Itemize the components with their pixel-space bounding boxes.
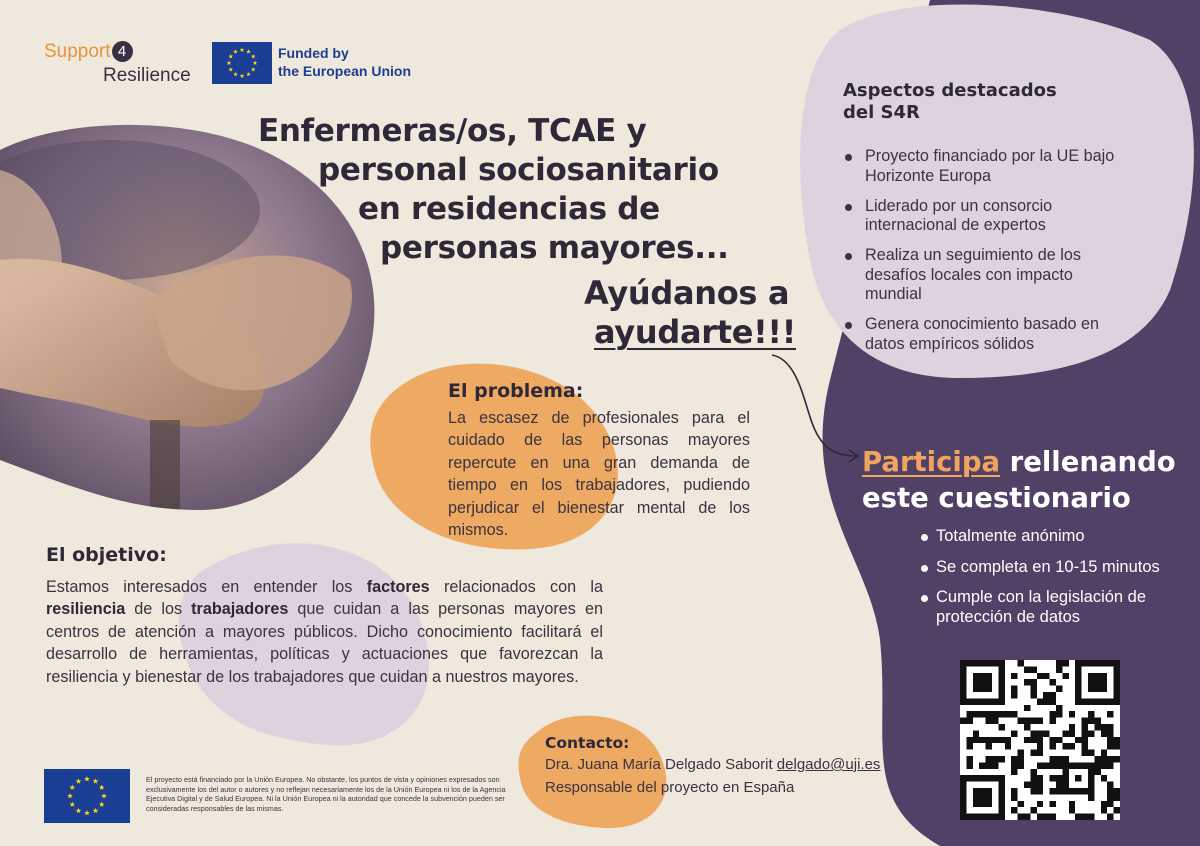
qr-module	[992, 756, 998, 762]
qr-module	[973, 737, 979, 743]
qr-module	[1056, 775, 1062, 781]
qr-module	[1030, 750, 1036, 756]
qr-module	[1011, 730, 1017, 736]
qr-module	[979, 711, 985, 717]
qr-module	[1094, 718, 1100, 724]
qr-module	[1088, 750, 1094, 756]
highlight-item: Liderado por un consorcio internacional de expertos	[843, 197, 1115, 236]
qr-module	[1088, 814, 1094, 820]
qr-module	[1056, 756, 1062, 762]
qr-module	[1114, 788, 1120, 794]
funded-line-2: the European Union	[278, 63, 411, 79]
qr-module	[1043, 692, 1049, 698]
qr-module	[1011, 711, 1017, 717]
qr-module	[1030, 769, 1036, 775]
headline-line-3: en residencias de	[358, 191, 660, 227]
qr-module	[1011, 692, 1017, 698]
qr-module	[1037, 814, 1043, 820]
qr-module	[1050, 692, 1056, 698]
qr-module	[1018, 718, 1024, 724]
qr-module	[1037, 782, 1043, 788]
contact-name: Dra. Juana María Delgado Saborit	[545, 756, 777, 773]
logo-number: 4	[112, 41, 133, 62]
qr-module	[973, 711, 979, 717]
qr-module	[1114, 737, 1120, 743]
qr-module	[1024, 737, 1030, 743]
participate-link[interactable]: Participa	[862, 446, 1001, 478]
qr-module	[1101, 724, 1107, 730]
qr-module	[1050, 679, 1056, 685]
qr-module	[1056, 660, 1062, 666]
qr-module	[1056, 762, 1062, 768]
qr-module	[998, 711, 1004, 717]
qr-module	[1082, 750, 1088, 756]
qr-module	[1101, 762, 1107, 768]
qr-module	[1050, 801, 1056, 807]
qr-module	[1018, 762, 1024, 768]
qr-module	[1088, 673, 1107, 692]
qr-module	[1018, 756, 1024, 762]
objective-text-part: relacionados con la	[429, 578, 604, 596]
qr-module	[1050, 762, 1056, 768]
headline-cta-line-2: ayudarte!!!	[594, 313, 797, 351]
qr-module	[966, 711, 972, 717]
qr-module	[1094, 756, 1100, 762]
participate-item: Se completa en 10-15 minutos	[921, 558, 1181, 578]
qr-module	[1037, 801, 1043, 807]
qr-module	[1037, 750, 1043, 756]
qr-module	[1037, 737, 1043, 743]
qr-module	[1037, 673, 1043, 679]
participate-item: Totalmente anónimo	[921, 527, 1181, 547]
participate-item: Cumple con la legislación de protección de datos	[921, 588, 1181, 627]
qr-module	[1030, 686, 1036, 692]
qr-module	[1011, 794, 1017, 800]
headline-line-4: personas mayores...	[380, 230, 729, 266]
qr-module	[1094, 769, 1100, 775]
qr-module	[1018, 801, 1024, 807]
qr-module	[966, 756, 972, 762]
qr-module	[1082, 724, 1088, 730]
qr-module	[1050, 743, 1056, 749]
qr-module	[1011, 769, 1017, 775]
qr-module	[1107, 788, 1113, 794]
qr-module	[1018, 814, 1024, 820]
qr-module	[1005, 737, 1011, 743]
keyword-resiliencia: resiliencia	[46, 600, 126, 619]
qr-module	[1107, 756, 1113, 762]
eu-flag-icon	[212, 42, 272, 84]
qr-module	[1030, 692, 1036, 698]
qr-module	[960, 718, 966, 724]
qr-module	[1107, 724, 1113, 730]
qr-module	[1037, 775, 1043, 781]
qr-module	[1056, 686, 1062, 692]
qr-module	[1107, 730, 1113, 736]
qr-module	[1101, 801, 1107, 807]
highlights-title	[843, 80, 1057, 124]
qr-module	[1024, 718, 1030, 724]
qr-module	[1050, 756, 1056, 762]
qr-module	[1082, 730, 1088, 736]
qr-module	[1062, 743, 1068, 749]
qr-module	[1030, 788, 1036, 794]
qr-module	[1062, 673, 1068, 679]
qr-module	[1011, 788, 1017, 794]
qr-module	[1030, 807, 1036, 813]
qr-module	[1069, 801, 1075, 807]
highlight-item: Genera conocimiento basado en datos empíricos sólidos	[843, 315, 1115, 354]
qr-module	[986, 756, 992, 762]
qr-module	[1107, 743, 1113, 749]
qr-module	[1024, 724, 1030, 730]
qr-module	[1018, 750, 1024, 756]
objective-text-part: de los	[125, 600, 192, 619]
qr-module	[1024, 814, 1030, 820]
highlights-title-line-2: del S4R	[843, 102, 920, 123]
qr-module	[1101, 807, 1107, 813]
qr-module	[1062, 756, 1068, 762]
qr-module	[1030, 782, 1036, 788]
qr-module	[1043, 698, 1049, 704]
highlight-item: Realiza un seguimiento de los desafíos locales con impacto mundial	[843, 246, 1115, 305]
qr-module	[1094, 762, 1100, 768]
qr-module	[992, 762, 998, 768]
qr-code[interactable]	[960, 660, 1120, 820]
qr-module	[1043, 673, 1049, 679]
contact-email-link[interactable]: delgado@uji.es	[776, 756, 881, 773]
qr-module	[979, 737, 985, 743]
qr-module	[986, 762, 992, 768]
qr-module	[973, 788, 992, 807]
qr-module	[1018, 660, 1024, 666]
qr-module	[1094, 724, 1100, 730]
qr-module	[1037, 730, 1043, 736]
funded-by-eu-text	[278, 44, 411, 80]
qr-module	[1024, 782, 1030, 788]
qr-module	[1062, 660, 1068, 666]
qr-module	[1050, 698, 1056, 704]
qr-module	[1114, 743, 1120, 749]
qr-module	[1107, 762, 1113, 768]
qr-module	[1011, 807, 1017, 813]
qr-module	[1082, 743, 1088, 749]
qr-module	[998, 756, 1004, 762]
qr-module	[1050, 814, 1056, 820]
qr-module	[1043, 814, 1049, 820]
qr-module	[1050, 718, 1056, 724]
eu-disclaimer: El proyecto está financiado por la Unión Europea. No obstante, los puntos de vista y opiniones expresados son exclusivamente los del autor o autores y no reflejan necesariamente los de la Unión Europea ni los de la Agencia Ejecutiva Digital y de Salud Europea. Ni la Unión Europea ni la autoridad que concede la subvención pueden ser consideradas responsables de las mismas.	[146, 775, 506, 813]
qr-module	[1101, 730, 1107, 736]
qr-module	[992, 711, 998, 717]
qr-module	[1011, 686, 1017, 692]
qr-module	[1075, 775, 1081, 781]
qr-module	[1075, 814, 1081, 820]
qr-module	[979, 762, 985, 768]
qr-module	[1024, 666, 1030, 672]
qr-module	[1069, 711, 1075, 717]
qr-module	[1056, 666, 1062, 672]
headline-cta-line-1: Ayúdanos a	[584, 274, 790, 312]
qr-module	[1011, 673, 1017, 679]
qr-module	[1043, 762, 1049, 768]
headline-line-2: personal sociosanitario	[318, 152, 719, 188]
highlights-title-line-1: Aspectos destacados	[843, 80, 1057, 101]
highlight-item: Proyecto financiado por la UE bajo Horizonte Europa	[843, 147, 1115, 186]
participate-list	[921, 527, 1181, 638]
qr-module	[1082, 718, 1088, 724]
qr-module	[1101, 775, 1107, 781]
qr-module	[1107, 794, 1113, 800]
qr-module	[1030, 666, 1036, 672]
qr-module	[1082, 814, 1088, 820]
qr-module	[1024, 705, 1030, 711]
qr-module	[1011, 756, 1017, 762]
qr-module	[986, 743, 992, 749]
objective-text-part: Estamos interesados en entender los	[46, 578, 367, 596]
qr-module	[1107, 737, 1113, 743]
qr-module	[1101, 750, 1107, 756]
qr-module	[1069, 807, 1075, 813]
qr-module	[1107, 814, 1113, 820]
qr-module	[1107, 782, 1113, 788]
qr-module	[1114, 807, 1120, 813]
qr-module	[1030, 730, 1036, 736]
qr-module	[1107, 801, 1113, 807]
qr-module	[1056, 737, 1062, 743]
participate-heading	[862, 444, 1192, 516]
qr-module	[998, 724, 1004, 730]
qr-module	[986, 718, 992, 724]
qr-module	[1056, 711, 1062, 717]
keyword-trabajadores: trabajadores	[191, 600, 289, 619]
qr-module	[1075, 737, 1081, 743]
qr-module	[1082, 737, 1088, 743]
qr-module	[973, 730, 979, 736]
qr-module	[1114, 756, 1120, 762]
qr-module	[1101, 756, 1107, 762]
keyword-factores: factores	[366, 578, 430, 596]
qr-module	[1005, 711, 1011, 717]
qr-module	[1088, 794, 1094, 800]
problem-text: La escasez de profesionales para el cuidado de las personas mayores repercute en una gran demanda de tiempo en los trabajadores, pudiendo perjudicar el bienestar mental de los mismos.	[448, 409, 750, 540]
qr-module	[992, 737, 998, 743]
eu-flag-footer-icon	[44, 769, 130, 823]
qr-module	[1088, 718, 1094, 724]
qr-module	[973, 673, 992, 692]
headline-line-1: Enfermeras/os, TCAE y	[258, 113, 647, 149]
qr-module	[1043, 730, 1049, 736]
objective-title: El objetivo:	[46, 544, 167, 566]
qr-module	[1037, 718, 1043, 724]
funded-line-1: Funded by	[278, 45, 349, 61]
qr-module	[1088, 730, 1094, 736]
logo-word-support: Support	[44, 41, 111, 62]
qr-module	[966, 762, 972, 768]
objective-text-part: que cuidan a las personas mayores en centros de atención a mayores públicos. Dicho conocimiento facilitará el desarrollo de herramientas, políticas y actuaciones que favorezcan la resiliencia y bienestar de los trabajadores que cuidan a nuestros mayores.	[46, 600, 603, 686]
qr-module	[966, 737, 972, 743]
qr-module	[1056, 705, 1062, 711]
qr-module	[1069, 724, 1075, 730]
qr-module	[1114, 794, 1120, 800]
qr-module	[986, 737, 992, 743]
qr-module	[1037, 762, 1043, 768]
qr-module	[1050, 711, 1056, 717]
support4resilience-logo	[44, 40, 191, 88]
qr-module	[1056, 782, 1062, 788]
qr-module	[1030, 737, 1036, 743]
qr-module	[1062, 730, 1068, 736]
qr-module	[1069, 743, 1075, 749]
qr-module	[1088, 711, 1094, 717]
qr-module	[1024, 679, 1030, 685]
qr-module	[1107, 711, 1113, 717]
problem-title: El problema:	[448, 380, 584, 402]
qr-module	[1005, 743, 1011, 749]
qr-module	[986, 711, 992, 717]
qr-module	[1011, 762, 1017, 768]
qr-module	[992, 718, 998, 724]
participate-rest: rellenando este cuestionario	[862, 446, 1176, 514]
qr-module	[1030, 775, 1036, 781]
contact-name-line	[545, 756, 880, 773]
qr-module	[966, 743, 972, 749]
qr-module	[1030, 679, 1036, 685]
qr-module	[1037, 788, 1043, 794]
highlights-list	[843, 147, 1115, 365]
qr-module	[1037, 698, 1043, 704]
qr-module	[1056, 788, 1062, 794]
qr-module	[1050, 775, 1056, 781]
qr-module	[998, 737, 1004, 743]
contact-title: Contacto:	[545, 734, 630, 752]
contact-role: Responsable del proyecto en España	[545, 779, 795, 796]
qr-module	[1050, 737, 1056, 743]
logo-word-resilience: Resilience	[103, 65, 191, 86]
qr-module	[1037, 743, 1043, 749]
qr-module	[1050, 788, 1056, 794]
qr-module	[1030, 718, 1036, 724]
qr-module	[966, 718, 972, 724]
objective-text	[46, 576, 603, 688]
qr-module	[1069, 730, 1075, 736]
